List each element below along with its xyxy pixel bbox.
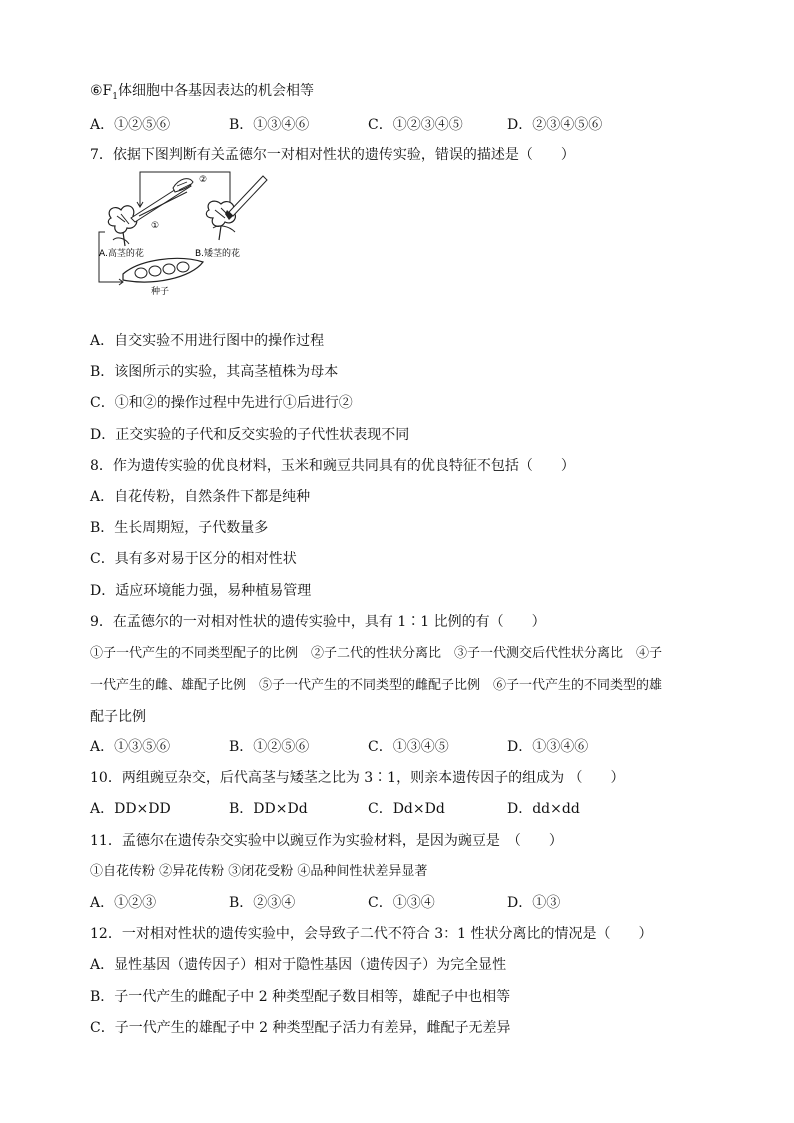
q6-item6-sub: 1 <box>112 91 118 102</box>
pollination-diagram <box>95 170 275 298</box>
q10-option-b: B．DD×Dd <box>229 801 308 817</box>
q6-item6 <box>90 82 314 106</box>
flower-b-icon <box>206 201 235 240</box>
q9-option-d: D．①③④⑥ <box>507 739 589 755</box>
q9-items-line1: ①子一代产生的不同类型配子的比例 ②子二代的性状分离比 ③子一代测交后代性状分离比 ④子 <box>90 646 663 661</box>
label-tall-flower: A.高茎的花 <box>99 249 144 259</box>
q11-option-d: D．①③ <box>507 895 561 911</box>
q9-option-c: C．①③④⑤ <box>368 739 449 755</box>
q9-items-line3: 配子比例 <box>90 709 146 725</box>
seed-pod-icon <box>123 258 203 282</box>
q10-option-c: C．Dd×Dd <box>368 801 445 817</box>
q7-option-b: B．该图所示的实验，其高茎植株为母本 <box>90 364 339 380</box>
q7-option-a: A．自交实验不用进行图中的操作过程 <box>90 333 325 349</box>
q6-option-b: B．①③④⑥ <box>229 117 310 133</box>
q9-option-b: B．①②⑤⑥ <box>229 739 310 755</box>
mark-1: ① <box>151 221 160 231</box>
q6-option-c: C．①②③④⑤ <box>368 117 463 133</box>
q9-stem: 9．在孟德尔的一对相对性状的遗传实验中，具有 1∶1 比例的有（ ） <box>90 614 546 630</box>
q12-option-c: C．子一代产生的雄配子中 2 种类型配子活力有差异，雌配子无差异 <box>90 1020 511 1036</box>
q6-option-d: D．②③④⑤⑥ <box>507 117 603 133</box>
q10-options <box>90 800 646 818</box>
q12-option-b: B．子一代产生的雌配子中 2 种类型配子数目相等，雄配子中也相等 <box>90 989 511 1005</box>
label-dwarf-flower: B.矮茎的花 <box>195 249 241 259</box>
q8-option-a: A．自花传粉，自然条件下都是纯种 <box>90 489 311 505</box>
q11-option-b: B．②③④ <box>229 895 296 911</box>
label-seed: 种子 <box>151 287 170 297</box>
q6-item6-pre: ⑥F <box>90 83 113 99</box>
mark-2: ② <box>199 175 208 185</box>
q8-option-d: D．适应环境能力强，易种植易管理 <box>90 583 312 599</box>
q7-figure <box>95 170 275 298</box>
q11-option-a: A．①②③ <box>90 895 157 911</box>
q9-option-a: A．①③⑤⑥ <box>90 739 171 755</box>
q6-option-a: A．①②⑤⑥ <box>90 117 171 133</box>
q11-items: ①自花传粉 ②异花传粉 ③闭花受粉 ④品种间性状差异显著 <box>90 864 428 879</box>
flower-a-icon <box>108 206 136 246</box>
brush-icon <box>225 176 267 220</box>
q10-stem: 10．两组豌豆杂交，后代高茎与矮茎之比为 3∶1，则亲本遗传因子的组成为 （ ） <box>90 770 625 786</box>
q7-option-d: D．正交实验的子代和反交实验的子代性状表现不同 <box>90 427 410 443</box>
q11-options <box>90 894 646 912</box>
q9-options <box>90 738 646 756</box>
q6-options <box>90 116 646 134</box>
q7-option-c: C．①和②的操作过程中先进行①后进行② <box>90 395 353 411</box>
q8-stem: 8．作为遗传实验的优良材料，玉米和豌豆共同具有的优良特征不包括（ ） <box>90 458 575 474</box>
q10-option-a: A．DD×DD <box>90 801 171 817</box>
q8-option-b: B．生长周期短，子代数量多 <box>90 520 269 536</box>
q10-option-d: D．dd×dd <box>507 801 580 817</box>
q11-option-c: C．①③④ <box>368 895 435 911</box>
q9-items-line2: 一代产生的雌、雄配子比例 ⑤子一代产生的不同类型的雌配子比例 ⑥子一代产生的不同类型的雄 <box>90 678 663 693</box>
q12-stem: 12．一对相对性状的遗传实验中，会导致子二代不符合 3：1 性状分离比的情况是（ ） <box>90 926 653 942</box>
q8-option-c: C．具有多对易于区分的相对性状 <box>90 551 297 567</box>
q7-stem: 7．依据下图判断有关孟德尔一对相对性状的遗传实验，错误的描述是（ ） <box>90 147 575 163</box>
q11-stem: 11．孟德尔在遗传杂交实验中以豌豆作为实验材料，是因为豌豆是 （ ） <box>90 833 563 849</box>
q12-option-a: A．显性基因（遗传因子）相对于隐性基因（遗传因子）为完全显性 <box>90 957 507 973</box>
q6-item6-post: 体细胞中各基因表达的机会相等 <box>118 83 314 99</box>
